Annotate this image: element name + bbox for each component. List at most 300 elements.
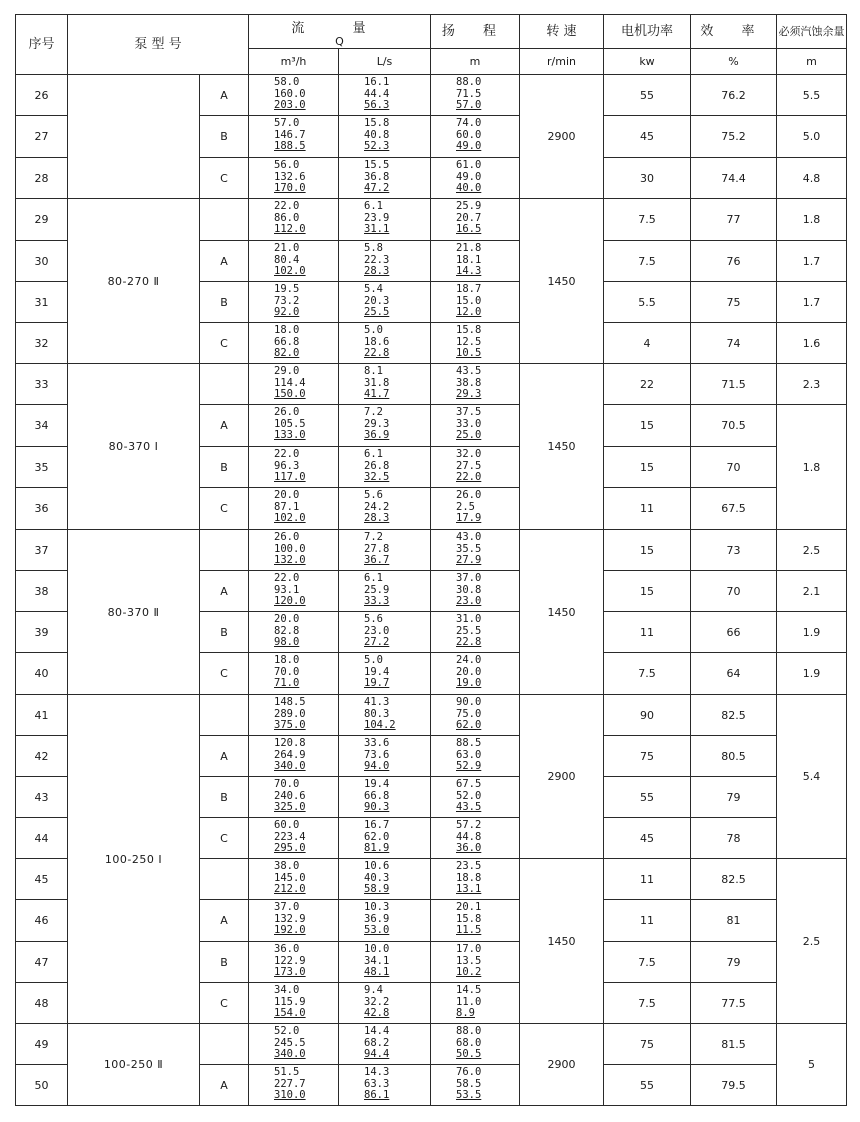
row-index: 30: [16, 241, 68, 282]
power-value: 90: [604, 695, 691, 736]
value-line: 21.8: [456, 242, 482, 254]
value-line: 5.4: [364, 283, 383, 295]
power-value: 7.5: [604, 199, 691, 241]
flow-m3h-values: [249, 364, 339, 405]
row-index: 37: [16, 530, 68, 571]
pump-model: 100-250 Ⅱ: [68, 1024, 200, 1106]
value-line: 102.0: [274, 512, 306, 524]
efficiency-value: 67.5: [691, 488, 777, 530]
head-values: [431, 983, 520, 1024]
value-line: 48.1: [364, 966, 390, 978]
impeller-variant: B: [200, 612, 249, 653]
value-line: 112.0: [274, 223, 306, 235]
row-index: 49: [16, 1024, 68, 1065]
flow-ls-values: [339, 241, 431, 282]
value-line: 94.0: [364, 760, 390, 772]
row-index: 32: [16, 323, 68, 364]
value-line: 18.0: [274, 324, 300, 336]
head-values: [431, 695, 520, 736]
value-line: 71.5: [456, 87, 482, 100]
power-value: 15: [604, 530, 691, 571]
speed-value: 1450: [520, 199, 604, 364]
value-line: 289.0: [274, 707, 306, 720]
flow-m3h-values: [249, 488, 339, 530]
flow-m3h-values: [249, 241, 339, 282]
value-line: 86.0: [274, 211, 300, 224]
value-line: 12.0: [456, 306, 482, 318]
value-line: 34.0: [274, 984, 300, 996]
value-line: 29.3: [456, 388, 482, 400]
efficiency-value: 79: [691, 942, 777, 983]
value-line: 49.0: [456, 140, 482, 152]
npsh-value: 5.4: [777, 695, 847, 859]
flow-m3h-values: [249, 983, 339, 1024]
value-line: 264.9: [274, 748, 306, 761]
value-line: 16.5: [456, 223, 482, 235]
head-values: [431, 942, 520, 983]
flow-m3h-values: [249, 116, 339, 158]
row-index: 48: [16, 983, 68, 1024]
pump-performance-table: [15, 14, 847, 1106]
flow-ls-values: [339, 653, 431, 695]
value-line: 24.0: [456, 654, 482, 666]
value-line: 20.0: [274, 489, 300, 501]
value-line: 20.3: [364, 294, 390, 307]
row-index: 31: [16, 282, 68, 323]
value-line: 88.5: [456, 737, 482, 749]
row-index: 34: [16, 405, 68, 447]
flow-m3h-values: [249, 75, 339, 116]
power-value: 7.5: [604, 942, 691, 983]
value-line: 33.6: [364, 737, 390, 749]
flow-m3h-values: [249, 942, 339, 983]
value-line: 37.0: [456, 572, 482, 584]
efficiency-value: 79.5: [691, 1065, 777, 1106]
value-line: 5.6: [364, 489, 383, 501]
flow-ls-values: [339, 530, 431, 571]
value-line: 33.3: [364, 595, 390, 607]
value-line: 23.0: [456, 595, 482, 607]
value-line: 132.9: [274, 912, 306, 925]
flow-m3h-values: [249, 859, 339, 900]
value-line: 61.0: [456, 159, 482, 171]
value-line: 25.5: [364, 306, 390, 318]
value-line: 25.9: [364, 583, 390, 596]
row-index: 45: [16, 859, 68, 900]
efficiency-value: 80.5: [691, 736, 777, 777]
value-line: 14.3: [364, 1066, 390, 1078]
impeller-variant: C: [200, 818, 249, 859]
flow-ls-values: [339, 282, 431, 323]
header-index: 序号: [16, 15, 68, 75]
value-line: 90.0: [456, 696, 482, 708]
flow-m3h-values: [249, 158, 339, 199]
value-line: 26.0: [274, 531, 300, 543]
value-line: 49.0: [456, 170, 482, 183]
power-value: 45: [604, 116, 691, 158]
unit-flow-m3h: m³/h: [249, 49, 339, 75]
value-line: 114.4: [274, 376, 306, 389]
npsh-value: 2.1: [777, 571, 847, 612]
npsh-value: 5.0: [777, 116, 847, 158]
efficiency-value: 82.5: [691, 695, 777, 736]
row-index: 36: [16, 488, 68, 530]
flow-ls-values: [339, 983, 431, 1024]
head-values: [431, 612, 520, 653]
value-line: 8.9: [456, 1007, 475, 1019]
value-line: 88.0: [456, 1025, 482, 1037]
value-line: 22.0: [274, 572, 300, 584]
value-line: 13.5: [456, 954, 482, 967]
npsh-value: 1.7: [777, 282, 847, 323]
power-value: 55: [604, 1065, 691, 1106]
head-values: [431, 653, 520, 695]
value-line: 32.2: [364, 995, 390, 1008]
value-line: 146.7: [274, 128, 306, 141]
head-values: [431, 364, 520, 405]
value-line: 120.8: [274, 737, 306, 749]
table-row: [16, 75, 847, 116]
value-line: 86.1: [364, 1089, 390, 1101]
value-line: 87.1: [274, 500, 300, 513]
efficiency-value: 79: [691, 777, 777, 818]
impeller-variant: [200, 364, 249, 405]
value-line: 32.5: [364, 471, 390, 483]
npsh-value: 5: [777, 1024, 847, 1106]
efficiency-value: 78: [691, 818, 777, 859]
value-line: 188.5: [274, 140, 306, 152]
unit-flow-ls: L/s: [339, 49, 431, 75]
npsh-value: 2.3: [777, 364, 847, 405]
flow-ls-values: [339, 900, 431, 942]
value-line: 94.4: [364, 1048, 390, 1060]
speed-value: 1450: [520, 364, 604, 530]
value-line: 29.0: [274, 365, 300, 377]
value-line: 20.0: [456, 665, 482, 678]
value-line: 44.8: [456, 830, 482, 843]
value-line: 122.9: [274, 954, 306, 967]
impeller-variant: C: [200, 158, 249, 199]
value-line: 145.0: [274, 871, 306, 884]
power-value: 55: [604, 75, 691, 116]
flow-ls-values: [339, 736, 431, 777]
row-index: 29: [16, 199, 68, 241]
table-row: [16, 1024, 847, 1065]
value-line: 98.0: [274, 636, 300, 648]
value-line: 31.8: [364, 376, 390, 389]
value-line: 20.7: [456, 211, 482, 224]
value-line: 62.0: [364, 830, 390, 843]
efficiency-value: 70: [691, 571, 777, 612]
flow-m3h-values: [249, 1065, 339, 1106]
value-line: 27.2: [364, 636, 390, 648]
value-line: 23.0: [364, 624, 390, 637]
head-values: [431, 1024, 520, 1065]
value-line: 73.2: [274, 294, 300, 307]
value-line: 29.3: [364, 417, 390, 430]
power-value: 15: [604, 405, 691, 447]
pump-model: 80-270 Ⅱ: [68, 199, 200, 364]
efficiency-value: 76: [691, 241, 777, 282]
power-value: 75: [604, 736, 691, 777]
value-line: 19.0: [456, 677, 482, 689]
efficiency-value: 75.2: [691, 116, 777, 158]
unit-npsh: m: [777, 49, 847, 75]
value-line: 36.0: [274, 943, 300, 955]
value-line: 63.3: [364, 1077, 390, 1090]
value-line: 19.4: [364, 665, 390, 678]
flow-m3h-values: [249, 405, 339, 447]
value-line: 132.6: [274, 170, 306, 183]
power-value: 7.5: [604, 983, 691, 1024]
npsh-value: 1.7: [777, 241, 847, 282]
value-line: 325.0: [274, 801, 306, 813]
head-values: [431, 75, 520, 116]
row-index: 27: [16, 116, 68, 158]
pump-model: 80-370 Ⅱ: [68, 530, 200, 695]
value-line: 53.0: [364, 924, 390, 936]
header-flow-symbol: Q: [335, 34, 344, 48]
flow-m3h-values: [249, 818, 339, 859]
value-line: 73.6: [364, 748, 390, 761]
value-line: 80.3: [364, 707, 390, 720]
value-line: 173.0: [274, 966, 306, 978]
impeller-variant: [200, 530, 249, 571]
value-line: 43.5: [456, 801, 482, 813]
impeller-variant: B: [200, 447, 249, 488]
efficiency-value: 81: [691, 900, 777, 942]
power-value: 11: [604, 488, 691, 530]
value-line: 16.1: [364, 76, 390, 88]
head-values: [431, 282, 520, 323]
value-line: 132.0: [274, 554, 306, 566]
unit-head: m: [431, 49, 520, 75]
header-row: [16, 15, 847, 49]
head-values: [431, 530, 520, 571]
flow-m3h-values: [249, 1024, 339, 1065]
value-line: 47.2: [364, 182, 390, 194]
value-line: 6.1: [364, 448, 383, 460]
npsh-value: 1.6: [777, 323, 847, 364]
value-line: 15.8: [364, 117, 390, 129]
value-line: 62.0: [456, 719, 482, 731]
value-line: 160.0: [274, 87, 306, 100]
impeller-variant: [200, 199, 249, 241]
impeller-variant: C: [200, 983, 249, 1024]
value-line: 17.9: [456, 512, 482, 524]
table-row: [16, 199, 847, 241]
flow-ls-values: [339, 447, 431, 488]
value-line: 203.0: [274, 99, 306, 111]
value-line: 43.5: [456, 365, 482, 377]
value-line: 74.0: [456, 117, 482, 129]
power-value: 30: [604, 158, 691, 199]
value-line: 18.7: [456, 283, 482, 295]
table-body: [16, 75, 847, 1106]
value-line: 14.3: [456, 265, 482, 277]
header-speed: 转 速: [520, 15, 604, 49]
value-line: 53.5: [456, 1089, 482, 1101]
impeller-variant: [200, 1024, 249, 1065]
power-value: 15: [604, 571, 691, 612]
value-line: 16.7: [364, 819, 390, 831]
power-value: 7.5: [604, 241, 691, 282]
value-line: 57.0: [274, 117, 300, 129]
flow-ls-values: [339, 1024, 431, 1065]
value-line: 93.1: [274, 583, 300, 596]
value-line: 340.0: [274, 1048, 306, 1060]
header-power: 电机功率: [604, 15, 691, 49]
value-line: 12.5: [456, 335, 482, 348]
value-line: 26.0: [456, 489, 482, 501]
flow-ls-values: [339, 818, 431, 859]
head-values: [431, 571, 520, 612]
row-index: 46: [16, 900, 68, 942]
row-index: 41: [16, 695, 68, 736]
flow-ls-values: [339, 859, 431, 900]
value-line: 36.8: [364, 170, 390, 183]
impeller-variant: B: [200, 282, 249, 323]
value-line: 41.3: [364, 696, 390, 708]
value-line: 38.8: [456, 376, 482, 389]
efficiency-value: 75: [691, 282, 777, 323]
speed-value: 1450: [520, 530, 604, 695]
header-efficiency: 效 率: [691, 15, 777, 49]
flow-ls-values: [339, 571, 431, 612]
power-value: 55: [604, 777, 691, 818]
flow-ls-values: [339, 405, 431, 447]
efficiency-value: 77: [691, 199, 777, 241]
head-values: [431, 241, 520, 282]
value-line: 44.4: [364, 87, 390, 100]
value-line: 100.0: [274, 542, 306, 555]
value-line: 27.5: [456, 459, 482, 472]
value-line: 340.0: [274, 760, 306, 772]
flow-m3h-values: [249, 323, 339, 364]
value-line: 37.5: [456, 406, 482, 418]
flow-ls-values: [339, 488, 431, 530]
value-line: 25.5: [456, 624, 482, 637]
value-line: 22.0: [274, 448, 300, 460]
speed-value: 2900: [520, 695, 604, 859]
value-line: 5.6: [364, 613, 383, 625]
efficiency-value: 82.5: [691, 859, 777, 900]
value-line: 22.0: [274, 200, 300, 212]
value-line: 18.8: [456, 871, 482, 884]
impeller-variant: C: [200, 653, 249, 695]
value-line: 5.0: [364, 654, 383, 666]
row-index: 50: [16, 1065, 68, 1106]
value-line: 11.5: [456, 924, 482, 936]
value-line: 43.0: [456, 531, 482, 543]
flow-m3h-values: [249, 612, 339, 653]
impeller-variant: C: [200, 323, 249, 364]
value-line: 19.5: [274, 283, 300, 295]
value-line: 20.1: [456, 901, 482, 913]
flow-m3h-values: [249, 282, 339, 323]
value-line: 148.5: [274, 696, 306, 708]
impeller-variant: B: [200, 116, 249, 158]
value-line: 23.5: [456, 860, 482, 872]
impeller-variant: A: [200, 405, 249, 447]
flow-m3h-values: [249, 695, 339, 736]
value-line: 58.0: [274, 76, 300, 88]
value-line: 104.2: [364, 719, 396, 731]
value-line: 14.4: [364, 1025, 390, 1037]
value-line: 105.5: [274, 417, 306, 430]
value-line: 40.3: [364, 871, 390, 884]
value-line: 25.9: [456, 200, 482, 212]
value-line: 82.0: [274, 347, 300, 359]
value-line: 66.8: [274, 335, 300, 348]
npsh-value: 2.5: [777, 530, 847, 571]
head-values: [431, 199, 520, 241]
efficiency-value: 76.2: [691, 75, 777, 116]
value-line: 70.0: [274, 665, 300, 678]
flow-m3h-values: [249, 530, 339, 571]
value-line: 245.5: [274, 1036, 306, 1049]
value-line: 28.3: [364, 265, 390, 277]
efficiency-value: 77.5: [691, 983, 777, 1024]
efficiency-value: 70.5: [691, 405, 777, 447]
row-index: 26: [16, 75, 68, 116]
header-npsh: 必须汽蚀余量: [777, 15, 847, 49]
impeller-variant: C: [200, 488, 249, 530]
value-line: 7.2: [364, 531, 383, 543]
flow-ls-values: [339, 199, 431, 241]
value-line: 56.0: [274, 159, 300, 171]
value-line: 31.1: [364, 223, 390, 235]
impeller-variant: B: [200, 777, 249, 818]
flow-ls-values: [339, 158, 431, 199]
value-line: 17.0: [456, 943, 482, 955]
value-line: 81.9: [364, 842, 390, 854]
value-line: 18.6: [364, 335, 390, 348]
efficiency-value: 64: [691, 653, 777, 695]
header-flow-title: 流 量: [291, 20, 388, 36]
impeller-variant: B: [200, 942, 249, 983]
header-flow: [249, 15, 431, 49]
value-line: 31.0: [456, 613, 482, 625]
row-index: 42: [16, 736, 68, 777]
row-index: 38: [16, 571, 68, 612]
npsh-value: 5.5: [777, 75, 847, 116]
impeller-variant: A: [200, 736, 249, 777]
value-line: 2.5: [456, 500, 475, 513]
value-line: 240.6: [274, 789, 306, 802]
unit-speed: r/min: [520, 49, 604, 75]
head-values: [431, 818, 520, 859]
row-index: 33: [16, 364, 68, 405]
value-line: 5.0: [364, 324, 383, 336]
power-value: 15: [604, 447, 691, 488]
value-line: 120.0: [274, 595, 306, 607]
flow-ls-values: [339, 695, 431, 736]
impeller-variant: [200, 695, 249, 736]
efficiency-value: 70: [691, 447, 777, 488]
flow-m3h-values: [249, 900, 339, 942]
value-line: 9.4: [364, 984, 383, 996]
value-line: 26.8: [364, 459, 390, 472]
row-index: 43: [16, 777, 68, 818]
table-row: [16, 364, 847, 405]
value-line: 32.0: [456, 448, 482, 460]
header-head: 扬 程: [431, 15, 520, 49]
value-line: 52.0: [274, 1025, 300, 1037]
value-line: 6.1: [364, 200, 383, 212]
value-line: 71.0: [274, 677, 300, 689]
unit-power: kw: [604, 49, 691, 75]
